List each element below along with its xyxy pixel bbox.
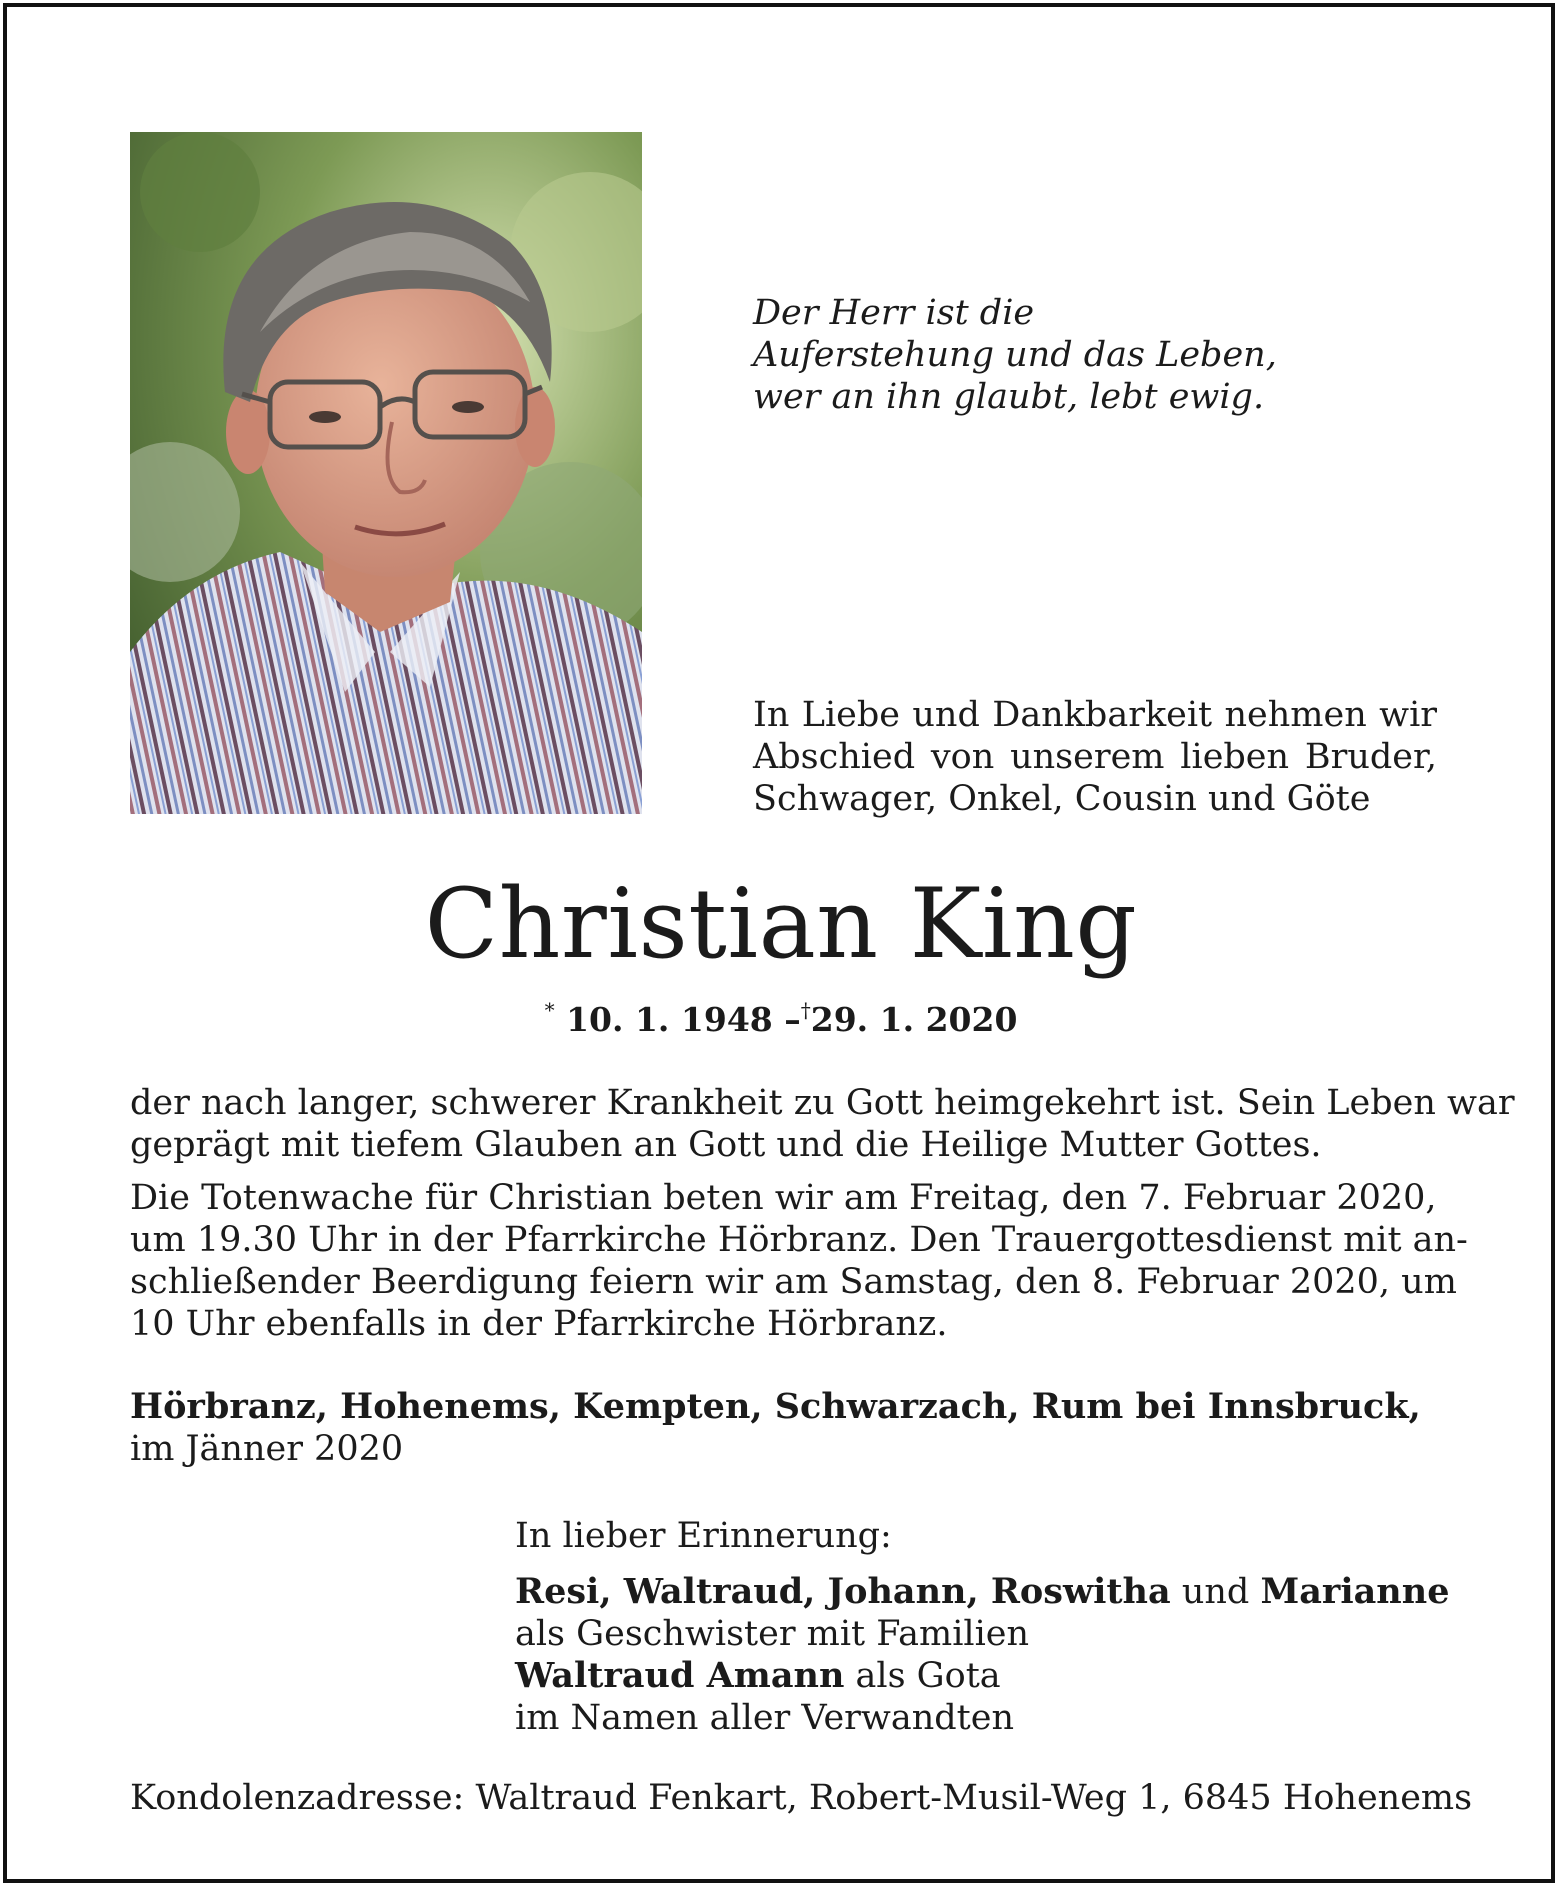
memory-heading: In lieber Erinnerung: — [515, 1516, 892, 1556]
condolence-address: Kondolenzadresse: Waltraud Fenkart, Robert-Musil-Weg 1, 6845 Hohenems — [130, 1778, 1473, 1818]
places-block — [130, 1386, 1450, 1470]
quote-line: Der Herr ist die — [753, 293, 1035, 333]
godmother-line — [515, 1655, 1455, 1697]
body-line: der nach langer, schwerer Krankheit zu Gott heimgekehrt ist. Sein Leben war — [130, 1083, 1515, 1123]
places-names: Hörbranz, Hohenems, Kempten, Schwarzach, Rum bei Innsbruck, — [130, 1386, 1421, 1427]
siblings-role: als Geschwister mit Familien — [515, 1614, 1030, 1654]
intro-line: In Liebe und Dankbarkeit nehmen wir — [753, 695, 1437, 735]
siblings-names: Resi, Waltraud, Johann, Roswitha — [515, 1571, 1171, 1612]
body-paragraph-2 — [130, 1177, 1468, 1345]
memory-block — [515, 1515, 1455, 1739]
memory-closing: im Namen aller Verwandten — [515, 1698, 1014, 1738]
quote-line: Auferstehung und das Leben, — [753, 335, 1277, 375]
intro-line: Abschied von unserem lieben Bruder, — [753, 737, 1437, 777]
birth-symbol: * — [544, 998, 555, 1022]
siblings-line — [515, 1571, 1455, 1613]
death-symbol: † — [800, 998, 811, 1022]
places-date: im Jänner 2020 — [130, 1429, 404, 1469]
body-line: geprägt mit tiefem Glauben an Gott und die Heilige Mutter Gottes. — [130, 1125, 1322, 1165]
intro-text — [753, 694, 1437, 820]
body-line: Die Totenwache für Christian beten wir am Freitag, den 7. Februar 2020, — [130, 1178, 1437, 1218]
godmother-name: Waltraud Amann — [515, 1655, 845, 1696]
siblings-last: Marianne — [1260, 1571, 1450, 1612]
godmother-role: als Gota — [855, 1656, 1001, 1696]
body-line: schließender Beerdigung feiern wir am Samstag, den 8. Februar 2020, um — [130, 1262, 1457, 1302]
birth-date: 10. 1. 1948 — [566, 1000, 773, 1039]
intro-line: Schwager, Onkel, Cousin und Göte — [753, 779, 1371, 819]
quote-line: wer an ihn glaubt, lebt ewig. — [753, 377, 1265, 417]
bible-quote — [753, 292, 1453, 418]
deceased-name: Christian King — [424, 868, 1138, 980]
body-line: um 19.30 Uhr in der Pfarrkirche Hörbranz. Den Trauergottesdienst mit an- — [130, 1220, 1468, 1260]
portrait-photo — [130, 132, 642, 814]
siblings-connector: und — [1181, 1572, 1250, 1612]
body-paragraph-1 — [130, 1082, 1515, 1166]
body-line: 10 Uhr ebenfalls in der Pfarrkirche Hörbranz. — [130, 1304, 948, 1344]
life-dates — [0, 998, 1562, 1039]
date-dash: – — [784, 1000, 801, 1039]
death-date: 29. 1. 2020 — [810, 1000, 1018, 1039]
